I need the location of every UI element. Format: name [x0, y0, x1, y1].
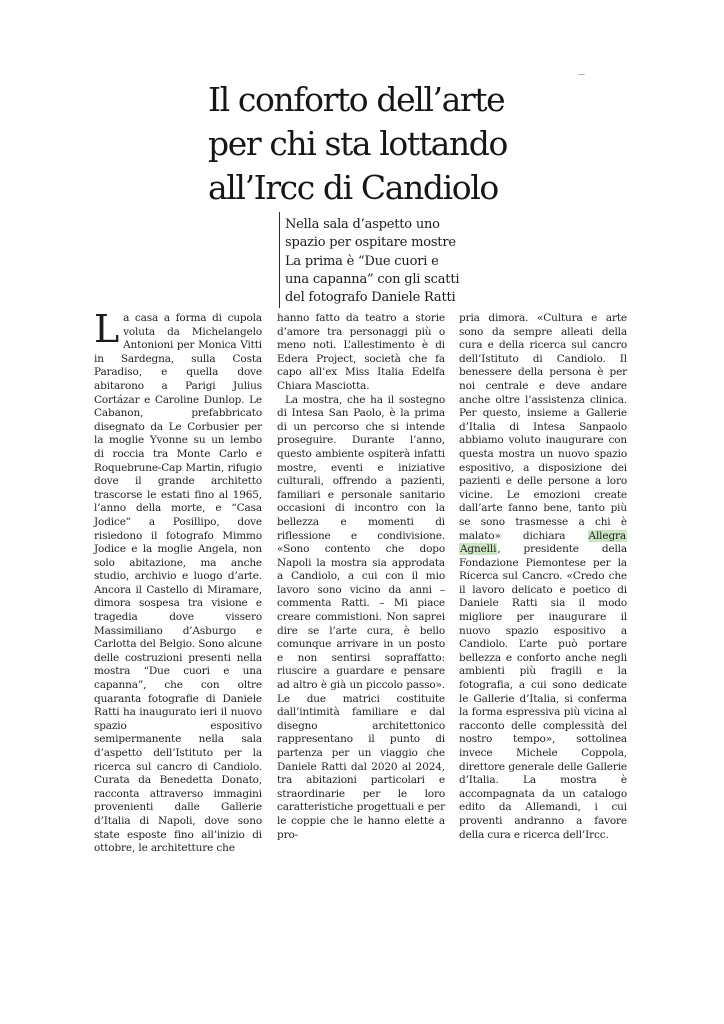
subhead-line: del fotografo Daniele Ratti — [285, 290, 456, 306]
paragraph — [459, 312, 627, 842]
page-folio-mark: — — [578, 70, 585, 78]
headline-line: all’Ircc di Candiolo — [208, 168, 498, 207]
paragraph: La mostra, che ha il sostegno di Intesa San Paolo, è la prima di un percorso che si intende proseguire. Durante l’anno, questo ambiente ospiterà infatti mostre, eventi e iniziative culturali, offrendo a pazienti, familiari e personale sanitario occasioni di incontro con la bellezza e momenti di riflessione e condivisione. «Sono contento che dopo Napoli la mostra sia approdata a Candiolo, a cui con il mio lavoro sono vicino da anni – commenta Ratti. – Mi piace creare commistioni. Non saprei dire se l’arte cura, è bello comunque arrivare in un posto e non sentirsi sopraffatto: riuscire a guardare e pensare ad altro è già un piccolo passo». Le due matrici costituite dall’intimità familiare e dal disegno architettonico rappresentano il punto di partenza per un viaggio che Daniele Ratti dal 2020 al 2024, tra abitazioni particolari e straordinarie per le loro caratteristiche progettuali e per le coppie che le hanno elette a pro- — [277, 393, 445, 841]
paragraph: hanno fatto da teatro a storie d’amore tra personaggi più o meno noti. L’allestimento è di Edera Project, società che fa capo all’ex Miss Italia Edelfa Chiara Masciotta. — [277, 312, 445, 392]
paragraph-text: , presidente della Fondazione Piemontese per la Ricerca sul Cancro. «Credo che il lavoro delicato e poetico di Daniele Ratti sia il modo migliore per inaugurare il nuovo spazio espositivo a Candiolo. L’arte può portare bellezza e conforto anche negli ambienti più fragili e la fotografia, a cui sono dedicate le Gallerie d’Italia, si conferma la forma espressiva più vicina al racconto delle complessità del nostro tempo», sottolinea invece Michele Coppola, direttore generale delle Gallerie d’Italia. La mostra è accompagnata da un catalogo edito da Allemandi, i cui proventi andranno a favore della cura e ricerca dell’Ircc. — [459, 543, 627, 841]
article-column-2 — [277, 312, 445, 842]
article-headline — [208, 78, 538, 210]
drop-cap: L — [94, 307, 120, 351]
subhead-line: Nella sala d’aspetto uno — [285, 217, 440, 232]
subhead-line: una capanna” con gli scatti — [285, 271, 460, 287]
paragraph — [94, 307, 262, 856]
paragraph-text: a casa a forma di cupola voluta da Michelangelo Antonioni per Monica Vitti in Sardegna, sulla Costa Paradiso, e quella dove abitarono a Parigi Julius Cortázar e Caroline Dunlop. Le Cabanon, prefabbricato disegnato da Le Corbusier per la moglie Yvonne su un lembo di roccia tra Monte Carlo e Roquebrune-Cap Martin, rifugio dove il grande architetto trascorse le estati fino al 1965, l’anno della morte, e “Casa Jodice” a Posillipo, dove risiedono il fotografo Mimmo Jodice e la moglie Angela, non solo abitazione, ma anche studio, archivio e luogo d’arte. Ancora il Castello di Miramare, dimora sospesa tra visione e tragedia dove vissero Massimiliano d’Asburgo e Carlotta del Belgio. Sono alcune delle costruzioni presenti nella mostra “Due cuori e una capanna”, che con oltre quaranta fotografie di Daniele Ratti ha inaugurato ieri il nuovo spazio espositivo semipermanente nella sala d’aspetto dell’Istituto per la ricerca sul cancro di Candiolo. Curata da Benedetta Donato, racconta attraverso immagini provenienti dalle Gallerie d’Italia di Napoli, dove sono state esposte fino all’inizio di ottobre, le architetture che — [94, 312, 262, 855]
article-column-1 — [94, 307, 262, 856]
subhead-line: spazio per ospitare mostre — [285, 235, 456, 251]
subhead-line: La prima è “Due cuori e — [285, 253, 439, 269]
highlighted-name: Allegra — [588, 529, 626, 542]
headline-line: per chi sta lottando — [208, 124, 507, 163]
article-column-3 — [459, 312, 627, 842]
paragraph-text: pria dimora. «Cultura e arte sono da sempre alleati della cura e della ricerca sul cancro dell’Istituto di Candiolo. Il benessere della persona è per noi centrale e deve andare anche oltre l’assistenza clinica. Per questo, insieme a Gallerie d’Italia di Intesa Sanpaolo abbiamo voluto inaugurare con questa mostra un nuovo spazio espositivo, a disposizione dei pazienti e delle persone a loro vicine. Le emozioni create dall’arte fanno bene, tanto più se sono trasmesse a chi è malato» dichiara — [459, 312, 627, 542]
subhead-rule — [279, 212, 280, 308]
headline-line: Il conforto dell’arte — [208, 80, 505, 119]
article-subhead — [285, 216, 460, 307]
highlighted-name: Agnelli — [460, 543, 497, 556]
